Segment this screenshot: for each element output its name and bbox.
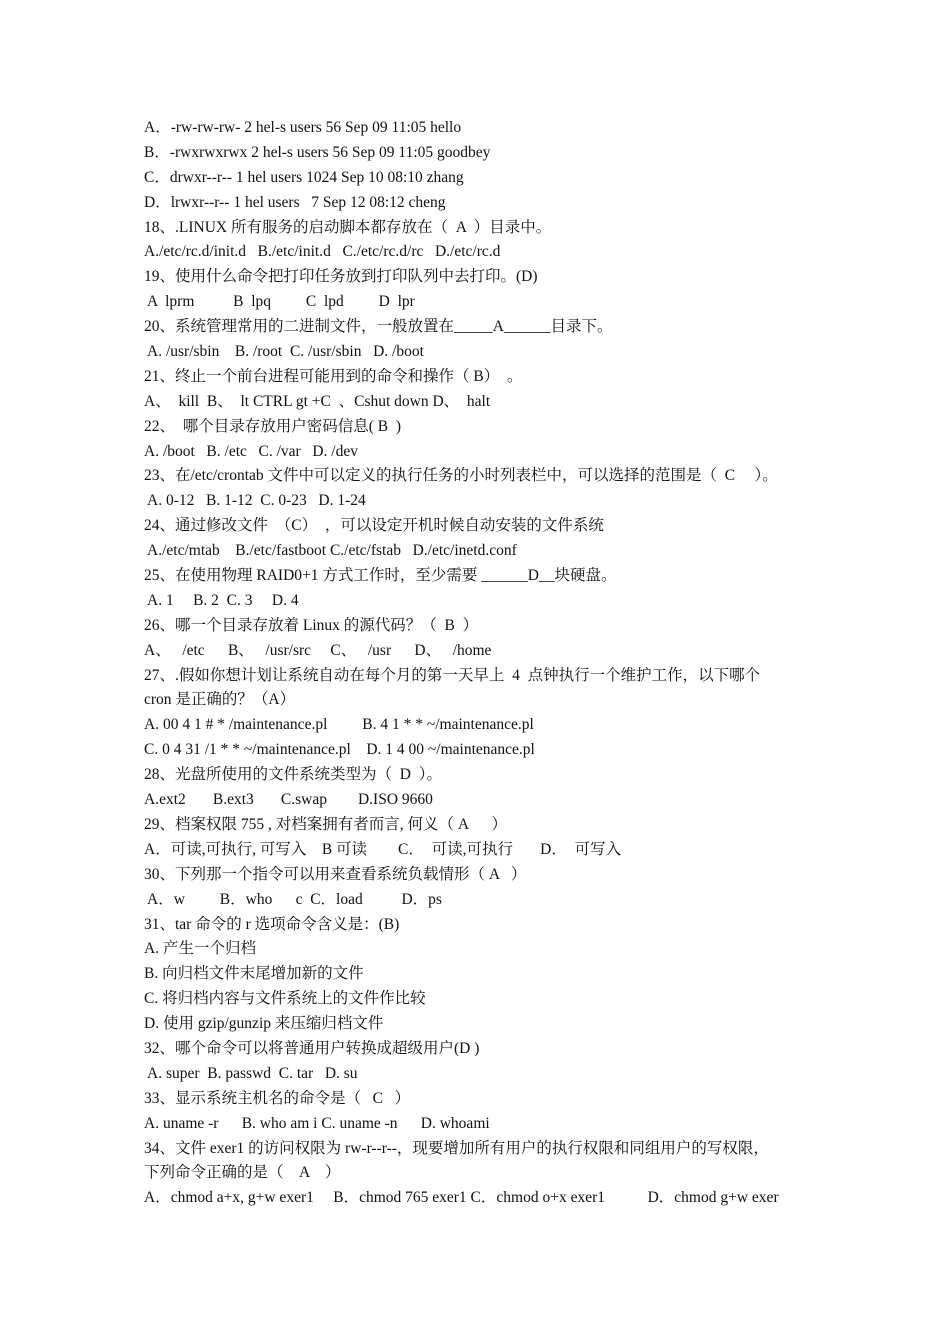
question-20: 20、系统管理常用的二进制文件，一般放置在_____A______目录下。 <box>144 318 613 336</box>
text-line: A./etc/rc.d/init.d B./etc/init.d C./etc/rc.d/rc D./etc/rc.d <box>144 243 501 261</box>
question-21: 21、终止一个前台进程可能用到的命令和操作（ B） 。 <box>144 367 523 385</box>
text-line: A、 /etc B、 /usr/src C、 /usr D、 /home <box>144 641 492 659</box>
question-33: 33、显示系统主机名的命令是（ C ） <box>144 1089 411 1107</box>
text-line: A. /boot B. /etc C. /var D. /dev <box>144 442 358 460</box>
text-line: A. uname -r B. who am i C. uname -n D. whoami <box>144 1114 490 1132</box>
question-18: 18、.LINUX 所有服务的启动脚本都存放在（ A ）目录中。 <box>144 218 552 236</box>
text-line: A. 1 B. 2 C. 3 D. 4 <box>144 591 299 609</box>
text-line: A. 产生一个归档 <box>144 940 256 958</box>
question-30: 30、下列那一个指令可以用来查看系统负载情形（ A ） <box>144 865 527 883</box>
text-line: A、 kill B、 lt CTRL gt +C 、Cshut down D、 halt <box>144 392 491 410</box>
text-line: 下列命令正确的是（ A ） <box>144 1164 341 1182</box>
question-26: 26、哪一个目录存放着 Linux 的源代码？（ B ） <box>144 616 479 634</box>
text-line: A. /usr/sbin B. /root C. /usr/sbin D. /boot <box>144 343 424 361</box>
question-31: 31、tar 命令的 r 选项命令含义是：(B) <box>144 915 400 933</box>
question-32: 32、哪个命令可以将普通用户转换成超级用户(D ) <box>144 1039 480 1057</box>
question-24: 24、通过修改文件 （C） ，可以设定开机时候自动安装的文件系统 <box>144 517 604 535</box>
text-line: C. 0 4 31 /1 * * ~/maintenance.pl D. 1 4 00 ~/maintenance.pl <box>144 741 535 759</box>
text-line: A．-rw-rw-rw- 2 hel-s users 56 Sep 09 11:05 hello <box>144 119 462 136</box>
question-19: 19、使用什么命令把打印任务放到打印队列中去打印。(D) <box>144 268 538 286</box>
text-line: C. 将归档内容与文件系统上的文件作比较 <box>144 990 426 1008</box>
question-34: 34、文件 exer1 的访问权限为 rw-r--r--，现要增加所有用户的执行权限和同组用户的写权限， <box>144 1139 769 1157</box>
text-line: B．-rwxrwxrwx 2 hel-s users 56 Sep 09 11:05 goodbey <box>144 143 491 161</box>
question-22: 22、 哪个目录存放用户密码信息( B ) <box>144 417 402 435</box>
question-28: 28、光盘所使用的文件系统类型为（ D ）。 <box>144 766 442 784</box>
text-line: C．drwxr--r-- 1 hel users 1024 Sep 10 08:10 zhang <box>144 168 464 186</box>
text-line: A．可读,可执行, 可写入 B 可读 C． 可读,可执行 D． 可写入 <box>144 840 622 858</box>
text-line: cron 是正确的？（A） <box>144 691 296 709</box>
text-line: A.ext2 B.ext3 C.swap D.ISO 9660 <box>144 791 433 809</box>
text-line: A lprm B lpq C lpd D lpr <box>144 293 415 311</box>
text-line: A．chmod a+x, g+w exer1 B．chmod 765 exer1 C．chmod o+x exer1 D．chmod g+w exer <box>144 1189 779 1207</box>
text-line: A．w B．who c C．load D．ps <box>144 890 442 908</box>
text-line: B. 向归档文件末尾增加新的文件 <box>144 965 364 983</box>
text-line: A. 00 4 1 # * /maintenance.pl B. 4 1 * * ~/maintenance.pl <box>144 716 534 734</box>
text-line: A. 0-12 B. 1-12 C. 0-23 D. 1-24 <box>144 492 366 510</box>
text-line: A. super B. passwd C. tar D. su <box>144 1064 358 1082</box>
question-23: 23、在/etc/crontab 文件中可以定义的执行任务的小时列表栏中，可以选择的范围是（ C ）。 <box>144 467 778 485</box>
question-25: 25、在使用物理 RAID0+1 方式工作时，至少需要 ______D__块硬盘。 <box>144 567 617 585</box>
question-27: 27、.假如你想计划让系统自动在每个月的第一天早上 4 点钟执行一个维护工作，以下哪个 <box>144 666 761 684</box>
text-line: D．lrwxr--r-- 1 hel users 7 Sep 12 08:12 cheng <box>144 193 446 211</box>
text-line: D. 使用 gzip/gunzip 来压缩归档文件 <box>144 1015 384 1033</box>
question-list <box>144 116 814 1211</box>
question-29: 29、档案权限 755 , 对档案拥有者而言, 何义（ A ） <box>144 815 507 833</box>
text-line: A./etc/mtab B./etc/fastboot C./etc/fstab D./etc/inetd.conf <box>144 542 517 560</box>
